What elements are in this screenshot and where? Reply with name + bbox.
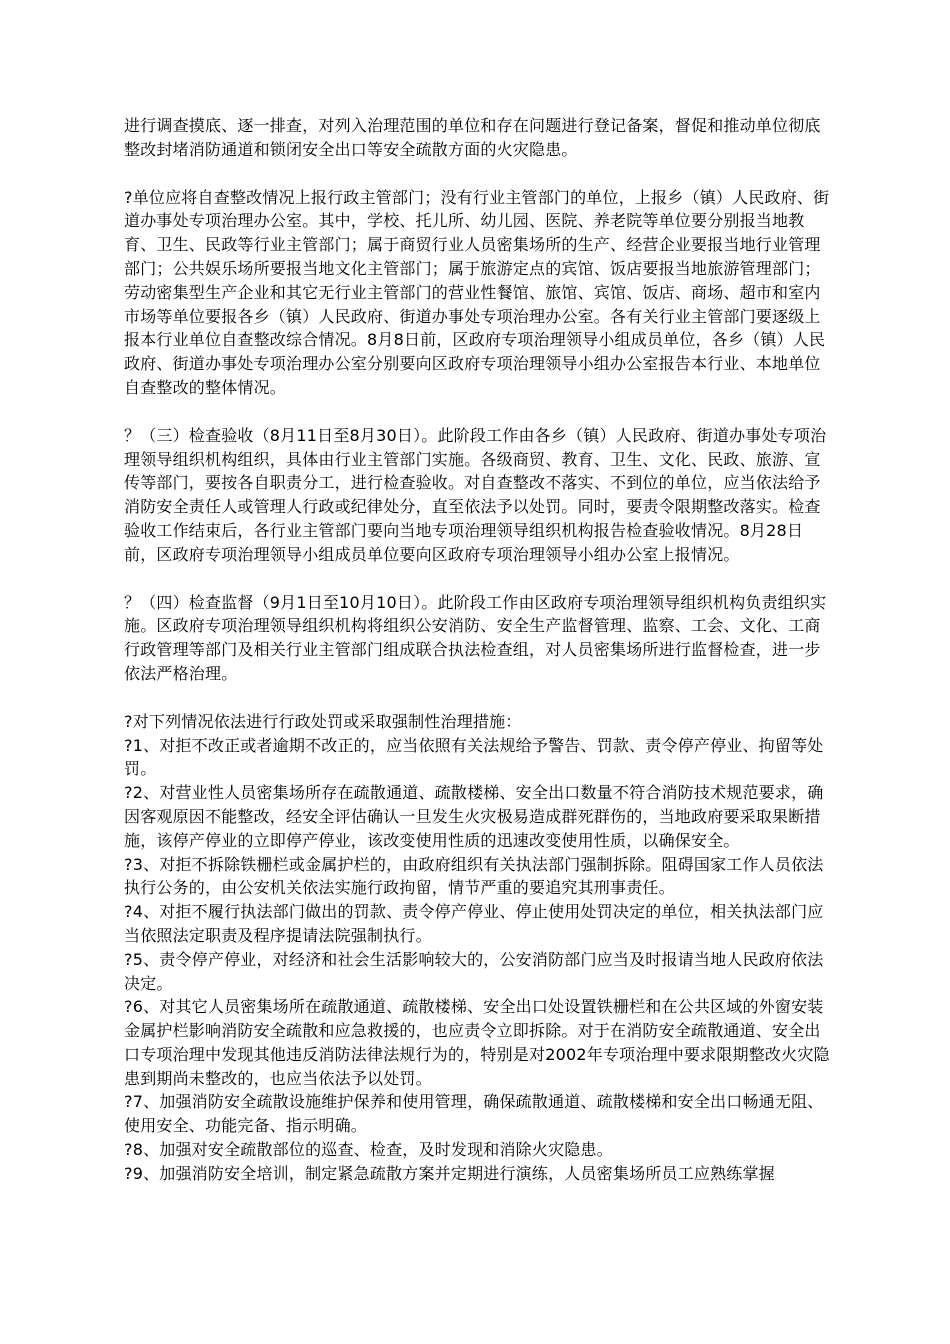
paragraph-survey: 进行调查摸底、逐一排查，对列入治理范围的单位和存在问题进行登记备案，督促和推动单位彻底整改封堵消防通道和锁闭安全出口等安全疏散方面的火灾隐患。: [124, 116, 821, 159]
paragraph-gap: [124, 567, 832, 591]
list-item-1: ?1、对拒不改正或者逾期不改正的，应当依照有关法规给予警告、罚款、责令停产停业、拘留等处罚。: [124, 735, 824, 779]
paragraph-gap: [124, 686, 832, 710]
paragraph-gap: [124, 162, 832, 186]
list-item-4: ?4、对拒不履行执法部门做出的罚款、责令停产停业、停止使用处罚决定的单位，相关执法部门应当依照法定职责及程序提请法院强制执行。: [124, 902, 824, 945]
paragraph-gap: [124, 400, 832, 424]
list-intro: ?对下列情况依法进行行政处罚或采取强制性治理措施：: [124, 711, 522, 731]
paragraph-self-inspection-report: ?单位应将自查整改情况上报行政主管部门；没有行业主管部门的单位，上报乡（镇）人民政府、街道办事处专项治理办公室。其中，学校、托儿所、幼儿园、医院、养老院等单位要分别报当地教育、卫生、民政等行业主管部门；属于商贸行业人员密集场所的生产、经营企业要报当地行业管理部门；公共娱乐场所要报当地文化主管部门；属于旅游定点的宾馆、饭店要报当地旅游管理部门；劳动密集型生产企业和其它无行业主管部门的营业性餐馆、旅馆、宾馆、饭店、商场、超市和室内市场等单位要报各乡（镇）人民政府、街道办事处专项治理办公室。各有关行业主管部门要逐级上报本行业单位自查整改综合情况。8月8日前，区政府专项治理领导小组成员单位，各乡（镇）人民政府、街道办事处专项治理办公室分别要向区政府专项治理领导小组办公室报告本行业、本地单位自查整改的整体情况。: [124, 187, 830, 397]
paragraph-inspection-acceptance: ？（三）检查验收（8月11日至8月30日）。此阶段工作由各乡（镇）人民政府、街道办事处专项治理领导组织机构组织，具体由行业主管部门实施。各级商贸、教育、卫生、文化、民政、旅游、宣传等部门，要按各自职责分工，进行检查验收。对自查整改不落实、不到位的单位，应当依法给予消防安全责任人或管理人行政或纪律处分，直至依法予以处罚。同时，要责令限期整改落实。检查验收工作结束后，各行业主管部门要向当地专项治理领导组织机构报告检查验收情况。8月28日前，区政府专项治理领导小组成员单位要向区政府专项治理领导小组办公室上报情况。: [124, 425, 827, 564]
list-item-5: ?5、责令停产停业，对经济和社会生活影响较大的，公安消防部门应当及时报请当地人民政府依法决定。: [124, 949, 824, 993]
list-item-9: ?9、加强消防安全培训，制定紧急疏散方案并定期进行演练，人员密集场所员工应熟练掌握: [124, 1163, 775, 1183]
list-item-7: ?7、加强消防安全疏散设施维护保养和使用管理，确保疏散通道、疏散楼梯和安全出口畅通无阻、使用安全、功能完备、指示明确。: [124, 1092, 824, 1136]
document-body: [124, 114, 832, 1186]
list-item-2: ?2、对营业性人员密集场所存在疏散通道、疏散楼梯、安全出口数量不符合消防技术规范要求，确因客观原因不能整改，经安全评估确认一旦发生火灾极易造成群死群伤的，当地政府要采取果断措施，该停产停业的立即停产停业，该改变使用性质的迅速改变使用性质，以确保安全。: [124, 783, 824, 850]
paragraph-inspection-supervision: ？（四）检查监督（9月1日至10月10日）。此阶段工作由区政府专项治理领导组织机构负责组织实施。区政府专项治理领导组织机构将组织公安消防、安全生产监督管理、监察、工会、文化、工商行政管理等部门及相关行业主管部门组成联合执法检查组，对人员密集场所进行监督检查，进一步依法严格治理。: [124, 592, 827, 683]
list-item-6: ?6、对其它人员密集场所在疏散通道、疏散楼梯、安全出口处设置铁栅栏和在公共区域的外窗安装金属护栏影响消防安全疏散和应急救援的，也应责令立即拆除。对于在消防安全疏散通道、安全出口专项治理中发现其他违反消防法律法规行为的，特别是对2002年专项治理中要求限期整改火灾隐患到期尚未整改的，也应当依法予以处罚。: [124, 997, 830, 1088]
list-item-8: ?8、加强对安全疏散部位的巡查、检查，及时发现和消除火灾隐患。: [124, 1140, 613, 1160]
list-item-3: ?3、对拒不拆除铁栅栏或金属护栏的，由政府组织有关执法部门强制拆除。阻碍国家工作人员依法执行公务的，由公安机关依法实施行政拘留，情节严重的要追究其刑事责任。: [124, 854, 824, 898]
